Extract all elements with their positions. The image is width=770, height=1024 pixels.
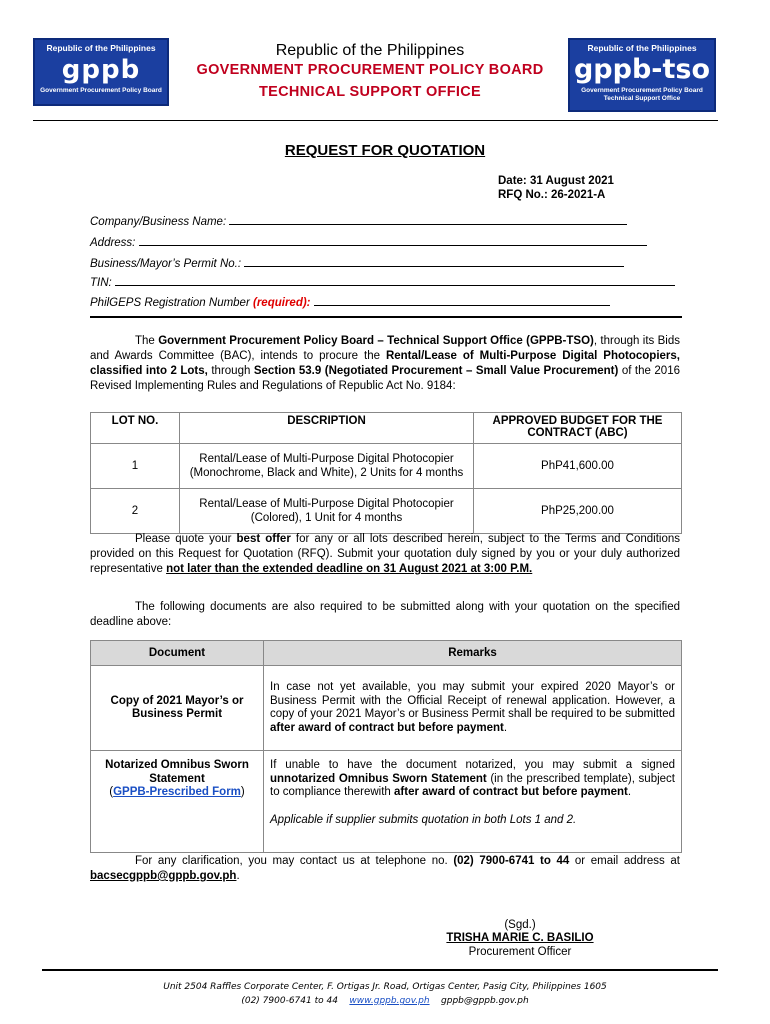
lots-table [90, 412, 682, 534]
footer-contacts: (02) 7900-6741 to 44 www.gppb.gov.ph gppb@gppb.gov.ph [241, 996, 529, 1006]
col-remarks: Remarks [264, 641, 682, 666]
col-abc: APPROVED BUDGET FOR THE CONTRACT (ABC) [474, 413, 682, 444]
documents-intro: The following documents are also required to be submitted along with your quotation on the specified deadline above: [90, 601, 680, 628]
rfq-date: Date: 31 August 2021 [498, 175, 614, 187]
business-permit-blank[interactable] [244, 255, 624, 267]
table-row: Notarized Omnibus Sworn Statement (GPPB-Prescribed Form) If unable to have the document notarized, you may submit a signed unnotarized Omnibus Sworn Statement (in the prescribed template), subject to compliance therewith after award of contract but before payment. Applicable if supplier submits quotation in both Lots 1 and 2. [91, 751, 682, 853]
header-agency: GOVERNMENT PROCUREMENT POLICY BOARD [196, 62, 544, 78]
footer-divider [42, 969, 718, 971]
col-lot-no: LOT NO. [91, 413, 180, 444]
philgeps-blank[interactable] [314, 294, 610, 306]
documents-table [90, 640, 682, 853]
header-republic: Republic of the Philippines [275, 42, 465, 59]
company-name-field[interactable]: Company/Business Name: [90, 213, 627, 228]
offer-paragraph: Please quote your best offer for any or all lots described herein, subject to the Terms and Conditions provided on this Request for Quotation (RFQ). Submit your quotation duly signed by you or your duly authorized representative not later than the extended deadline on 31 August 2021 at 3:00 P.M. [90, 533, 680, 575]
required-marker: (required): [253, 297, 311, 309]
rfq-number: RFQ No.: 26-2021-A [498, 189, 606, 201]
intro-paragraph: The Government Procurement Policy Board – Technical Support Office (GPPB-TSO), through its Bids and Awards Committee (BAC), intends to procure the Rental/Lease of Multi-Purpose Digital Photocopiers, classified into 2 Lots, through Section 53.9 (Negotiated Procurement – Small Value Procurement) of the 2016 Revised Implementing Rules and Regulations of Republic Act No. 9184: [90, 335, 681, 392]
address-field[interactable]: Address: [90, 234, 647, 249]
contact-paragraph: For any clarification, you may contact us at telephone no. (02) 7900-6741 to 44 or email address at bacsecgppb@gppb.gov.ph. [90, 855, 680, 882]
gppb-logo: Republic of the Philippines gppb Government Procurement Policy Board [33, 38, 169, 106]
lots-note: Applicable if supplier submits quotation in both Lots 1 and 2. [270, 813, 577, 826]
business-permit-field[interactable]: Business/Mayor’s Permit No.: [90, 255, 624, 270]
header-divider [33, 120, 718, 121]
footer-address: Unit 2504 Raffles Corporate Center, F. Ortigas Jr. Road, Ortigas Center, Pasig City, Philippines 1605 [163, 982, 607, 992]
philgeps-field[interactable]: PhilGEPS Registration Number (required): [90, 294, 610, 309]
email-link[interactable]: bacsecgppb@gppb.gov.ph [90, 870, 237, 882]
address-blank[interactable] [139, 234, 647, 246]
company-name-blank[interactable] [229, 213, 627, 225]
table-row: Copy of 2021 Mayor’s or Business Permit In case not yet available, you may submit your expired 2020 Mayor’s or Business Permit with the Official Receipt of renewal application. However, a copy of your 2021 Mayor’s or Business Permit shall be required to be submitted after award of contract but before payment. [91, 666, 682, 751]
header-office: TECHNICAL SUPPORT OFFICE [258, 84, 482, 100]
fields-divider [90, 316, 682, 318]
footer-email[interactable]: gppb@gppb.gov.ph [441, 996, 529, 1006]
col-description: DESCRIPTION [180, 413, 474, 444]
signature-sgd: (Sgd.) [504, 919, 536, 931]
tin-field[interactable]: TIN: [90, 274, 675, 289]
table-row: 2 Rental/Lease of Multi-Purpose Digital Photocopier (Colored), 1 Unit for 4 months PhP25,200.00 [91, 489, 682, 534]
tin-blank[interactable] [115, 274, 675, 286]
signatory-name: TRISHA MARIE C. BASILIO [446, 932, 594, 944]
document-title: REQUEST FOR QUOTATION [284, 142, 486, 159]
col-document: Document [91, 641, 264, 666]
website-link[interactable]: www.gppb.gov.ph [349, 996, 430, 1006]
gppb-tso-logo: Republic of the Philippines gppb-tso Government Procurement Policy Board Technical Support Office [568, 38, 716, 112]
table-row: 1 Rental/Lease of Multi-Purpose Digital Photocopier (Monochrome, Black and White), 2 Units for 4 months PhP41,600.00 [91, 444, 682, 489]
signatory-position: Procurement Officer [468, 946, 572, 958]
gppb-prescribed-form-link[interactable]: GPPB-Prescribed Form [113, 786, 241, 798]
